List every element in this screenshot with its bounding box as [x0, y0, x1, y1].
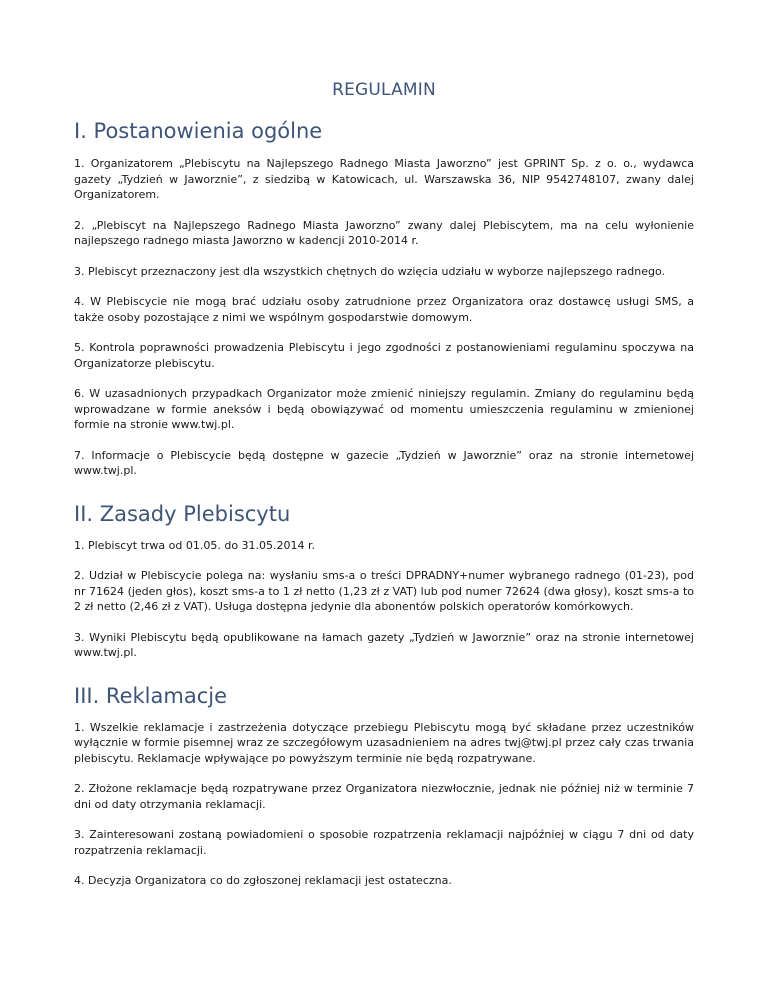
- section-heading: III. Reklamacje: [74, 683, 227, 708]
- paragraph: 2. „Plebiscyt na Najlepszego Radnego Miasta Jaworzno” zwany dalej Plebiscytem, ma na celu wyłonienie najlepszego radnego miasta Jaworzno w kadencji 2010-2014 r.: [74, 218, 694, 247]
- paragraph: 6. W uzasadnionych przypadkach Organizator może zmienić niniejszy regulamin. Zmiany do regulaminu będą wprowadzane w formie aneksów i będą obowiązywać od momentu umieszczenia regulaminu w zmienionej formie na stronie www.twj.pl.: [74, 387, 694, 431]
- paragraph: 3. Wyniki Plebiscytu będą opublikowane na łamach gazety „Tydzień w Jaworznie” oraz na stronie internetowej www.twj.pl.: [74, 630, 694, 659]
- paragraph: 5. Kontrola poprawności prowadzenia Plebiscytu i jego zgodności z postanowieniami regulaminu spoczywa na Organizatorze plebiscytu.: [74, 341, 694, 370]
- paragraph: 4. W Plebiscycie nie mogą brać udziału osoby zatrudnione przez Organizatora oraz dostawcę usługi SMS, a także osoby pozostające z nimi we wspólnym gospodarstwie domowym.: [74, 295, 694, 324]
- section-heading: II. Zasady Plebiscytu: [74, 501, 291, 526]
- paragraph: 2. Udział w Plebiscycie polega na: wysłaniu sms-a o treści DPRADNY+numer wybranego radnego (01-23), pod nr 71624 (jeden głos), koszt sms-a to 1 zł netto (1,23 zł z VAT) lub pod numer 72624 (dwa głosy), koszt sms-a to 2 zł netto (2,46 zł z VAT). Usługa dostępna jedynie dla abonentów polskich operatorów komórkowych.: [74, 569, 694, 613]
- paragraph: 3. Zainteresowani zostaną powiadomieni o sposobie rozpatrzenia reklamacji najpóźniej w ciągu 7 dni od daty rozpatrzenia reklamacji.: [74, 828, 694, 857]
- paragraph: 1. Plebiscyt trwa od 01.05. do 31.05.2014 r.: [74, 538, 316, 552]
- paragraph: 3. Plebiscyt przeznaczony jest dla wszystkich chętnych do wzięcia udziału w wyborze najlepszego radnego.: [74, 264, 665, 278]
- paragraph: 1. Organizatorem „Plebiscytu na Najlepszego Radnego Miasta Jaworzno” jest GPRINT Sp. z o. o., wydawca gazety „Tydzień w Jaworznie”, z siedzibą w Katowicach, ul. Warszawska 36, NIP 9542748107, zwany dalej Organizatorem.: [74, 157, 694, 201]
- document-title: REGULAMIN: [332, 80, 436, 100]
- section-complaints: [74, 683, 694, 889]
- paragraph: 7. Informacje o Plebiscycie będą dostępne w gazecie „Tydzień w Jaworznie” oraz na stronie internetowej www.twj.pl.: [74, 448, 694, 477]
- section-heading: I. Postanowienia ogólne: [74, 119, 323, 143]
- paragraph: 4. Decyzja Organizatora co do zgłoszonej reklamacji jest ostateczna.: [74, 874, 452, 887]
- section-general-provisions: [74, 118, 694, 479]
- section-plebiscite-rules: [74, 501, 694, 661]
- paragraph: 1. Wszelkie reklamacje i zastrzeżenia dotyczące przebiegu Plebiscytu mogą być składane przez uczestników wyłącznie w formie pisemnej wraz ze szczegółowym uzasadnieniem na adres twj@twj.pl przez cały czas trwania plebiscytu. Reklamacje wpływające po powyższym terminie nie będą rozpatrywane.: [74, 720, 694, 765]
- paragraph: 2. Złożone reklamacje będą rozpatrywane przez Organizatora niezwłocznie, jednak nie później niż w terminie 7 dni od daty otrzymania reklamacji.: [74, 782, 694, 811]
